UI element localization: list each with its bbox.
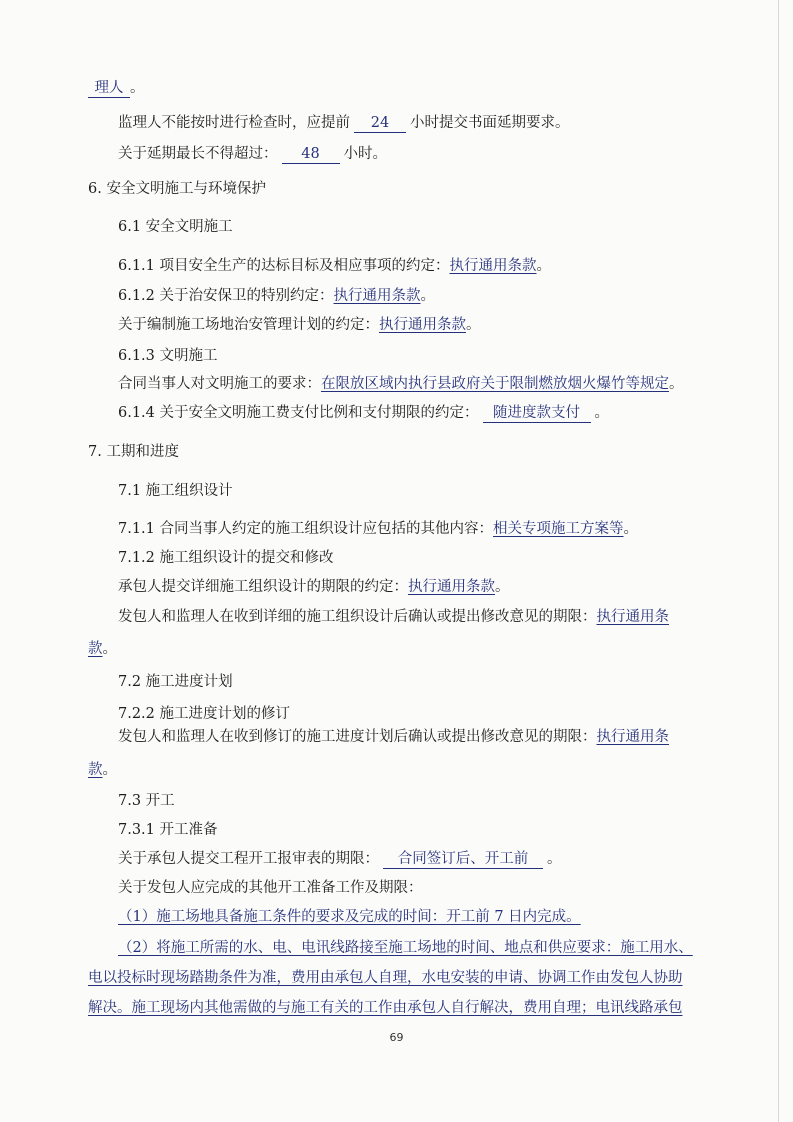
section-heading: 6. 安全文明施工与环境保护 [88,181,266,197]
subsection-heading: 7.3 开工 [118,793,175,809]
filled-field: 执行通用条款 [379,317,466,333]
line-text: 6.1.2 关于治安保卫的特别约定： [118,288,334,304]
filled-field: 执行通用条款 [333,288,421,304]
text-line [88,639,117,659]
filled-field: 24 [354,114,406,133]
text-line [118,938,693,958]
filled-field: 相关专项施工方案等 [493,521,624,537]
text-line [88,998,683,1018]
filled-field: 电以投标时现场踏勘条件为准，费用由承包人自理，水电安装的申请、协调工作由发包人协助 [88,970,683,986]
punctuation: 。 [420,288,436,304]
text-line [118,727,669,747]
subsection-heading: 6.1 安全文明施工 [118,219,233,235]
subsection-heading: 6.1.3 文明施工 [118,348,218,364]
filled-field: 合同签订后、开工前 [383,850,543,869]
text-line [118,315,481,335]
punctuation: 。 [594,405,610,421]
filled-field: 理人 [88,79,130,98]
subsection-heading: 7.2.2 施工进度计划的修订 [118,706,291,722]
filled-field: 执行通用条款 [449,258,537,274]
punctuation: 。 [102,641,117,657]
punctuation: 。 [547,851,562,867]
filled-field: 随进度款支付 [483,404,591,423]
punctuation: 。 [536,258,552,274]
filled-field: 款 [88,762,103,778]
line-text: 关于延期最长不得超过： [118,146,278,162]
text-line [118,519,638,539]
punctuation: 。 [130,80,145,96]
line-text: 承包人提交详细施工组织设计的期限的约定： [118,579,408,595]
filled-field: 解决。施工现场内其他需做的与施工有关的工作由承包人自行解决，费用自理；电讯线路承包 [88,1000,683,1016]
line-text: 合同当事人对文明施工的要求： [118,376,321,392]
line-text: 关于承包人提交工程开工报审表的期限： [118,851,379,867]
line-text: 发包人和监理人在收到修订的施工进度计划后确认或提出修改意见的期限： [118,729,597,745]
line-text: 7.1.1 合同当事人约定的施工组织设计应包括的其他内容： [118,521,494,537]
text-line [118,286,435,306]
text-line [88,78,145,98]
punctuation: 。 [102,762,117,778]
text-line: 关于发包人应完成的其他开工准备工作及期限： [118,880,423,896]
text-line [88,968,683,988]
text-line [88,760,117,780]
filled-field: 执行通用条 [596,729,669,745]
filled-field: 在限放区域内执行县政府关于限制燃放烟火爆竹等规定 [321,376,669,392]
filled-field: 款 [88,641,103,657]
text-line [118,113,570,133]
filled-field: （2）将施工所需的水、电、电讯线路接至施工场地的时间、地点和供应要求：施工用水、 [118,940,693,956]
text-line [118,907,581,927]
text-line [118,577,510,597]
line-text: 监理人不能按时进行检查时，应提前 [118,115,350,131]
filled-field: （1）施工场地具备施工条件的要求及完成的时间：开工前 7 日内完成。 [118,909,581,925]
punctuation: 。 [466,317,481,333]
line-text: 小时提交书面延期要求。 [410,115,570,131]
punctuation: 。 [669,376,684,392]
line-text: 6.1.1 项目安全生产的达标目标及相应事项的约定： [118,258,450,274]
section-heading: 7. 工期和进度 [88,444,179,460]
text-line [118,849,562,869]
subsection-heading: 7.1 施工组织设计 [118,483,233,499]
text-line [118,256,551,276]
text-line [118,374,684,394]
filled-field: 48 [282,145,340,164]
page-number: 69 [389,1031,404,1044]
line-text: 小时。 [343,146,387,162]
subsection-heading: 7.1.2 施工组织设计的提交和修改 [118,550,334,566]
page-edge [778,0,779,1122]
filled-field: 执行通用条 [596,609,669,625]
line-text: 发包人和监理人在收到详细的施工组织设计后确认或提出修改意见的期限： [118,609,597,625]
subsection-heading: 7.2 施工进度计划 [118,674,233,690]
punctuation: 。 [495,579,510,595]
line-text: 关于编制施工场地治安管理计划的约定： [118,317,379,333]
line-text: 6.1.4 关于安全文明施工费支付比例和支付期限的约定： [118,405,479,421]
subsection-heading: 7.3.1 开工准备 [118,822,218,838]
text-line [118,607,669,627]
punctuation: 。 [623,521,639,537]
text-line [118,144,387,164]
text-line [118,403,609,423]
filled-field: 执行通用条款 [408,579,495,595]
